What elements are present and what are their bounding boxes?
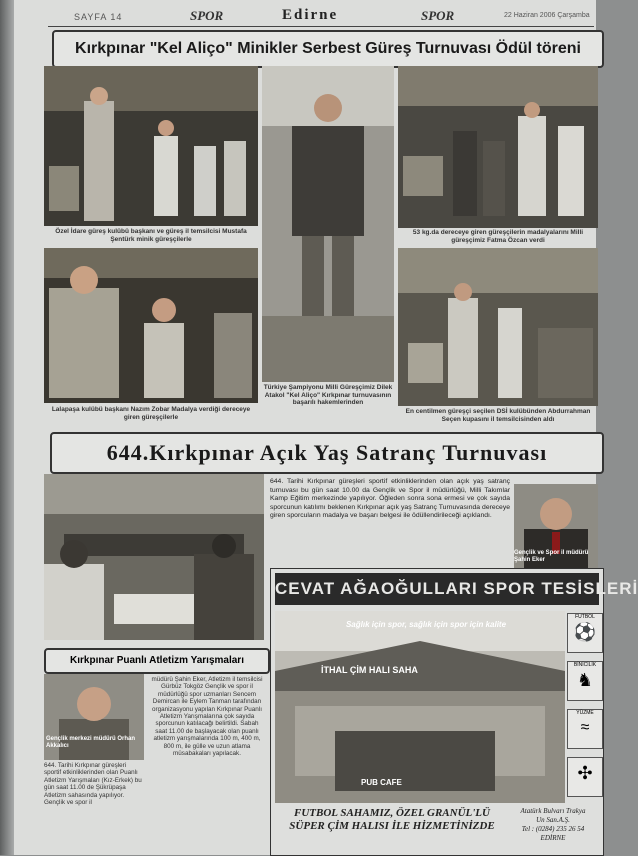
ad-address: Atatürk Bulvarı Trakya Un San.A.Ş. Tel : (0284) 235 26 54 EDİRNE <box>520 807 586 842</box>
caption-photo-1: Özel İdare güreş kulübü başkanı ve güreş il temsilcisi Mustafa Şentürk minik güreşçilerle <box>55 228 247 243</box>
page-binding-shadow <box>0 0 14 855</box>
ad-facility-photo <box>275 611 565 803</box>
photo-dilek-atakol <box>262 66 394 382</box>
caption-sahin-eker: Gençlik ve Spor il müdürü Şahin Eker <box>514 550 589 563</box>
story2-body: 644. Tarihi Kırkpınar güreşleri sportif etkinliklerinden olan açık yaş satranç turnuvası bu gün saat 10.00 da Gençlik ve Spor il müdürlüğü, Milli Takımlar Kamp Eğitim merkezinde yapılıyor. Öğleden sonra sona ermesi ve çok sayıda sporcunun katılımı beklenen Kırkpınar açık yaş Satranç Turnuvasında dereceye giren sporcuların madalya ve başarı belgesi ile ödüllendirileceği açıklandı. <box>270 478 510 520</box>
windmill-icon: ✣ <box>567 757 603 797</box>
ad-footer: FUTBOL SAHAMIZ, ÖZEL GRANÜL'LÜ SÜPER ÇİM HALISI İLE HİZMETİNİZDE <box>289 807 495 832</box>
football-icon: FUTBOL ⚽ <box>567 613 603 653</box>
story3-text-right: müdürü Şahin Eker, Atletizm il temsilcisi Gürbüz Tokgöz Gençlik ve spor il müdürlüğü spor uzmanları Sencem Demircan ile Eylem Tanman tarafından organizasyonu yapılan Kırkpınar Puanlı Atletizm Yarışmalarına çok sayıda sporcunun katılacağı belirtildi. Sabah saat 11.00 de başlayacak olan puanlı atletizm yarışmalarında 100 m, 400 m, 800 m, ile gülle ve uzun atlama müsabakaları yapılacak. <box>151 676 263 758</box>
header-rule <box>48 26 594 27</box>
section-label-left: SPOR <box>190 8 224 23</box>
story3-text-left: 644. Tarihi Kırkpınar güreşleri sportif etkinliklerinden olan Puanlı Atletizm Yarışmaları (Kız-Erkek) bu gün saat 11.00 de Şükrüpaşa Atletizm sahasında yapılıyor. Gençlik ve spor il <box>44 762 142 807</box>
swimming-icon: YÜZME ≈ <box>567 709 603 749</box>
section-label-right: SPOR <box>421 8 455 23</box>
caption-photo-2: Türkiye Şampiyonu Milli Güreşçimiz Dilek Atakol "Kel Aliço" Kırkpınar turnuvasının başarılı hakemlerinden <box>263 384 393 406</box>
caption-orhan-akkalici: Gençlik merkezi müdürü Orhan Akkalıcı <box>46 736 136 749</box>
caption-photo-4: Lalapaşa kulübü başkanı Nazım Zobar Madalya verdiği dereceye giren güreşçilerle <box>51 406 251 421</box>
story2-headline: 644.Kırkpınar Açık Yaş Satranç Turnuvası <box>50 432 604 474</box>
sports-facility-ad <box>270 568 638 856</box>
ad-sign-turf: İTHAL ÇİM HALI SAHA <box>321 665 418 675</box>
ad-sign-cafe: PUB CAFE <box>361 778 402 787</box>
photo-chess-tournament <box>44 474 264 640</box>
photo-centilmen-award <box>398 248 598 406</box>
photo-53kg-medals <box>398 66 598 228</box>
ad-slogan: Sağlık için spor, sağlık için spor için kalite <box>345 620 507 629</box>
newspaper-page <box>14 0 638 855</box>
issue-date: 22 Haziran 2006 Çarşamba <box>504 12 590 19</box>
story3-headline: Kırkpınar Puanlı Atletizm Yarışmaları <box>44 648 270 674</box>
caption-photo-3: 53 kg.da dereceye giren güreşçilerin madalyalarını Milli güreşçimiz Fatma Özcan verdi <box>412 229 584 244</box>
page-header <box>14 8 596 26</box>
story1-headline: Kırkpınar "Kel Aliço" Minikler Serbest Güreş Turnuvası Ödül töreni <box>52 30 604 68</box>
horse-riding-icon: BİNİCİLİK ♞ <box>567 661 603 701</box>
photo-lalapasa-medals <box>44 248 258 403</box>
page-number: SAYFA 14 <box>74 12 123 22</box>
caption-photo-5: En centilmen güreşçi seçilen DSİ kulübünden Abdurrahman Seçen kupasını il temsilcisinden aldı <box>405 408 591 423</box>
ad-title: CEVAT AĞAOĞULLARI SPOR TESİSLERİ <box>275 573 599 605</box>
newspaper-name: Edirne <box>282 7 339 23</box>
photo-wrestlers-with-president <box>44 66 258 226</box>
